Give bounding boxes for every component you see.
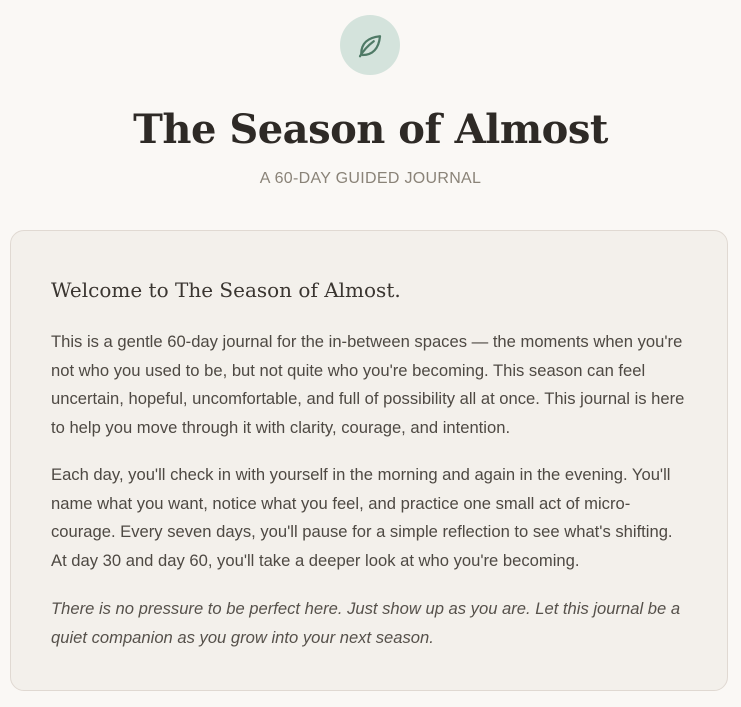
- page-subtitle: A 60-DAY GUIDED JOURNAL: [259, 170, 482, 187]
- daily-practice-paragraph: Each day, you'll check in with yourself in the morning and again in the evening. You'll name what you want, notice what you feel, and practice one small act of micro-courage. Every seven days, you'll pause for a simple reflection to see what's shifting. At day 30 and day 60, you'll take a deeper look at who you're becoming.: [51, 465, 673, 570]
- intro-paragraph: This is a gentle 60-day journal for the in-between spaces — the moments when you're not who you used to be, but not quite who you're becoming. This season can feel uncertain, hopeful, uncomfortable, and full of possibility all at once. This journal is here to help you move through it with clarity, courage, and intention.: [51, 332, 685, 437]
- welcome-card: [10, 230, 728, 691]
- page-title: The Season of Almost: [133, 106, 608, 153]
- welcome-heading: Welcome to The Season of Almost.: [51, 278, 401, 302]
- leaf-icon: [355, 30, 385, 60]
- logo-badge: [340, 15, 400, 75]
- encouragement-paragraph: There is no pressure to be perfect here. Just show up as you are. Let this journal be a quiet companion as you grow into your next season.: [51, 599, 681, 647]
